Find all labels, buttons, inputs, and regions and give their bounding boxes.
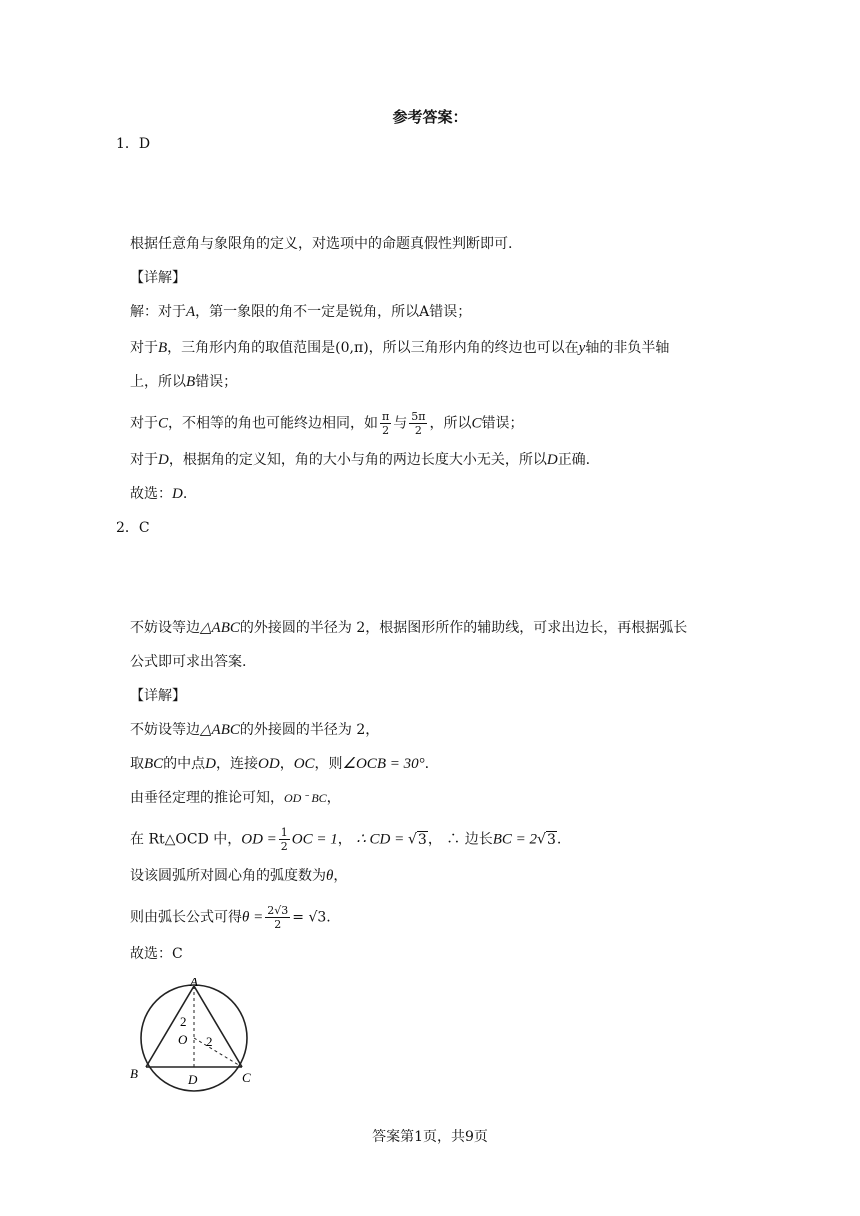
page-footer: 答案第1页，共9页	[372, 1129, 488, 1145]
page-title: 参考答案：	[392, 108, 468, 126]
q1-choose: 故选：D.	[130, 486, 188, 502]
q2-detail-heading: 【详解】	[130, 688, 186, 704]
circle-triangle-figure	[128, 978, 258, 1094]
label-o: O	[178, 1032, 188, 1047]
q1-line-a: 解：对于A，第一象限的角不一定是锐角，所以A错误；	[130, 304, 472, 320]
q2-analysis-1: 不妨设等边△ABC的外接圆的半径为 2，根据图形所作的辅助线，可求出边长，再根据弧长	[130, 620, 688, 636]
q2-line-5: 设该圆弧所对圆心角的弧度数为θ，	[130, 868, 348, 884]
q1-analysis: 根据任意角与象限角的定义，对选项中的命题真假性判断即可.	[130, 236, 513, 252]
label-b: B	[130, 1066, 138, 1081]
q1-number: 1．D	[116, 136, 151, 152]
label-radius-1: 2	[180, 1014, 187, 1029]
q1-line-b: 对于B，三角形内角的取值范围是(0,π)，所以三角形内角的终边也可以在y轴的非负半轴	[130, 340, 670, 356]
q1-line-c: 对于C，不相等的角也可能终边相同，如 $\frac{\pi}{2}$ 与 $\frac{5\pi}{2}$ ，所以C错误；	[130, 410, 524, 437]
q2-line-2: 取BC的中点D，连接OD，OC，则∠OCB = 30°.	[130, 756, 430, 772]
q2-line-1: 不妨设等边△ABC的外接圆的半径为 2，	[130, 722, 380, 738]
q2-choose: 故选：C	[130, 946, 183, 962]
q2-line-4: 在 Rt△OCD 中，OD = $\frac{1}{2}$ OC = 1， ∴ CD = √3， ∴ 边长BC = 2√3.	[130, 826, 562, 853]
label-radius-2: 2	[206, 1034, 213, 1049]
q1-line-d: 对于D，根据角的定义知，角的大小与角的两边长度大小无关，所以D正确.	[130, 452, 591, 468]
label-c: C	[242, 1070, 251, 1085]
segment-oc	[194, 1038, 242, 1067]
q2-line-6: 则由弧长公式可得θ = $\frac{2√3}{2}$ = √3.	[130, 904, 331, 931]
q1-detail-heading: 【详解】	[130, 270, 186, 286]
q1-line-b2: 上，所以B错误；	[130, 374, 238, 390]
q2-analysis-2: 公式即可求出答案.	[130, 654, 247, 670]
label-a: A	[190, 978, 198, 989]
side-ac	[194, 986, 242, 1067]
q2-number: 2．C	[116, 520, 150, 536]
q2-line-3: 由垂径定理的推论可知，OD ˉ BC，	[130, 790, 341, 806]
side-ab	[146, 986, 194, 1067]
label-d: D	[188, 1072, 198, 1087]
